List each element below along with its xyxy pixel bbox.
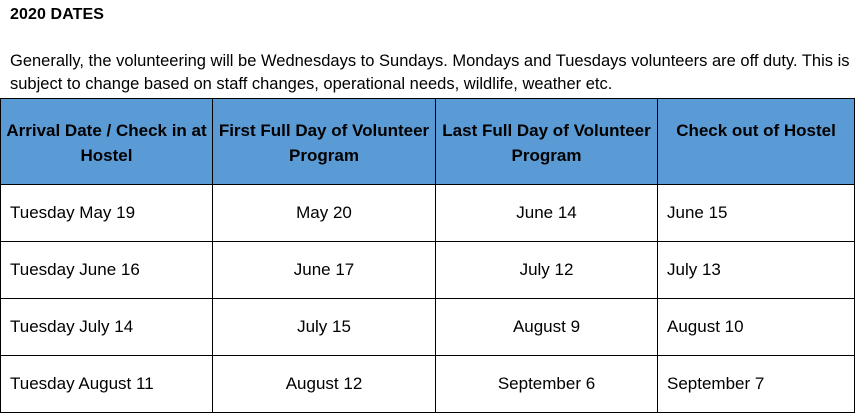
table-row bbox=[1, 185, 855, 242]
cell-first-day: August 12 bbox=[213, 356, 436, 413]
cell-arrival: Tuesday May 19 bbox=[1, 185, 213, 242]
cell-first-day: July 15 bbox=[213, 299, 436, 356]
cell-checkout: August 10 bbox=[658, 299, 855, 356]
table-row bbox=[1, 242, 855, 299]
cell-arrival: Tuesday July 14 bbox=[1, 299, 213, 356]
cell-first-day: May 20 bbox=[213, 185, 436, 242]
cell-arrival: Tuesday June 16 bbox=[1, 242, 213, 299]
column-header-checkout: Check out of Hostel bbox=[658, 99, 855, 185]
cell-last-day: August 9 bbox=[436, 299, 658, 356]
column-header-arrival: Arrival Date / Check in at Hostel bbox=[1, 99, 213, 185]
cell-last-day: June 14 bbox=[436, 185, 658, 242]
dates-table bbox=[0, 98, 855, 413]
cell-last-day: July 12 bbox=[436, 242, 658, 299]
table-row bbox=[1, 356, 855, 413]
section-heading: 2020 DATES bbox=[10, 6, 105, 23]
cell-checkout: July 13 bbox=[658, 242, 855, 299]
column-header-last-day: Last Full Day of Volunteer Program bbox=[436, 99, 658, 185]
intro-paragraph: Generally, the volunteering will be Wednesdays to Sundays. Mondays and Tuesdays volunteers are off duty. This is subject to change based on staff changes, operational needs, wildlife, weather etc. bbox=[10, 52, 850, 93]
cell-first-day: June 17 bbox=[213, 242, 436, 299]
table-row bbox=[1, 299, 855, 356]
column-header-first-day: First Full Day of Volunteer Program bbox=[213, 99, 436, 185]
table-header-row bbox=[1, 99, 855, 185]
cell-checkout: June 15 bbox=[658, 185, 855, 242]
cell-arrival: Tuesday August 11 bbox=[1, 356, 213, 413]
cell-last-day: September 6 bbox=[436, 356, 658, 413]
cell-checkout: September 7 bbox=[658, 356, 855, 413]
